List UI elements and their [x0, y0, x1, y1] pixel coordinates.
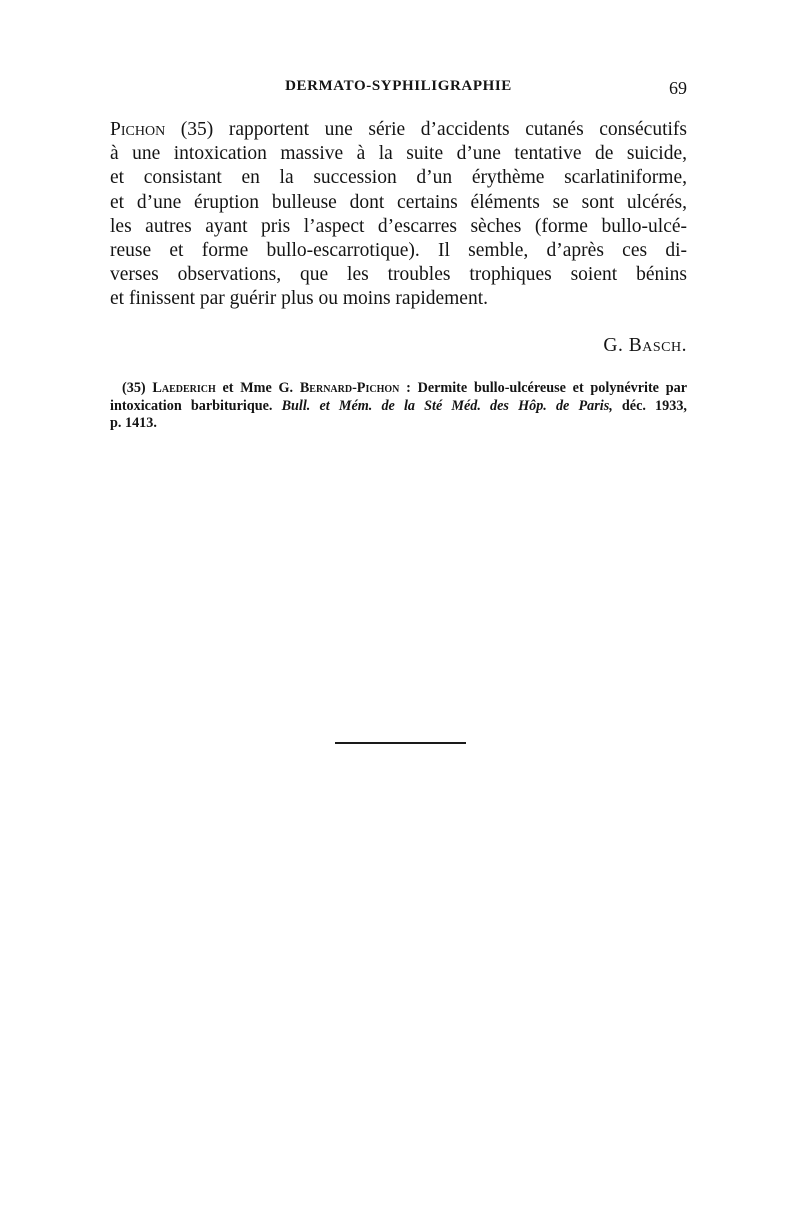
- paragraph-line: et finissent par guérir plus ou moins rapidement.: [110, 288, 489, 310]
- signature-initial: G.: [603, 335, 629, 356]
- paragraph-line: et consistant en la succession d’un érythème scarlatiniforme,: [110, 167, 687, 189]
- footnote-text: intoxication barbiturique.: [110, 397, 282, 414]
- footnote-joiner: et Mme G.: [215, 380, 300, 396]
- footnote-journal: Bull. et Mém. de la Sté Méd. des Hôp. de Paris,: [281, 397, 613, 414]
- paragraph-line: à une intoxication massive à la suite d’une tentative de suicide,: [110, 143, 687, 165]
- paragraph-line: et d’une éruption bulleuse dont certains éléments se sont ulcérés,: [110, 191, 687, 213]
- footnote-line: p. 1413.: [110, 415, 157, 431]
- footnote-number: (35): [122, 380, 153, 396]
- signature: [603, 335, 687, 357]
- body-paragraph: [110, 118, 687, 312]
- paragraph-line: [110, 118, 687, 142]
- footnote-date: déc. 1933,: [612, 397, 687, 414]
- paragraph-line-text: (35) rapportent une série d’accidents cutanés consécutifs: [165, 119, 687, 140]
- footnote: [110, 380, 687, 433]
- signature-name: Basch.: [628, 335, 687, 356]
- section-divider: [335, 742, 466, 744]
- running-title: DERMATO-SYPHILIGRAPHIE: [285, 78, 512, 94]
- footnote-author: Bernard-Pichon: [299, 380, 400, 396]
- paragraph-line: les autres ayant pris l’aspect d’escarres sèches (forme bullo-ulcé-: [110, 215, 687, 237]
- footnote-text: : Dermite bullo-ulcéreuse et polynévrite par: [399, 380, 687, 396]
- page-number: 69: [669, 78, 687, 98]
- running-head: [110, 78, 687, 102]
- footnote-line: [110, 380, 687, 398]
- paragraph-line: verses observations, que les troubles trophiques soient bénins: [110, 264, 687, 286]
- author-name: Pichon: [110, 119, 166, 140]
- footnote-author: Laederich: [152, 380, 216, 396]
- paragraph-line: reuse et forme bullo-escarrotique). Il semble, d’après ces di-: [110, 240, 687, 262]
- footnote-line: [110, 398, 687, 416]
